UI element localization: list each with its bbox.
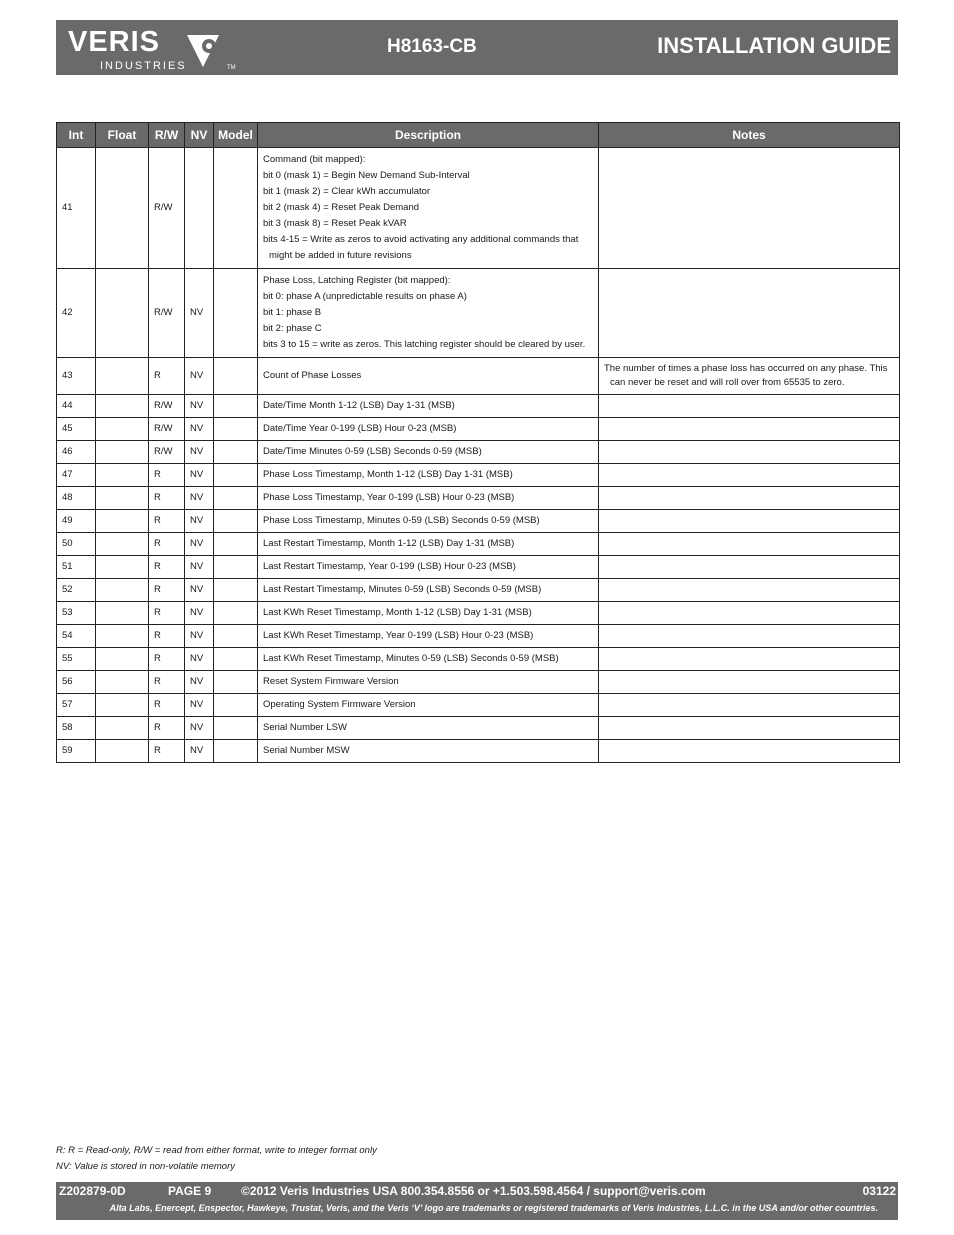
cell-description: Date/Time Minutes 0-59 (LSB) Seconds 0-59 (MSB) <box>258 441 599 464</box>
cell-nv: NV <box>185 358 214 395</box>
table-row <box>57 358 900 395</box>
cell-int: 49 <box>57 510 96 533</box>
table-row <box>57 671 900 694</box>
cell-rw: R/W <box>149 395 185 418</box>
cell-nv: NV <box>185 694 214 717</box>
description-line: bit 2: phase C <box>263 323 322 334</box>
table-row <box>57 269 900 358</box>
cell-nv: NV <box>185 579 214 602</box>
notes-line: The number of times a phase loss has occurred on any phase. This <box>604 363 888 374</box>
column-header-description: Description <box>258 123 599 148</box>
cell-float <box>96 464 149 487</box>
column-header-model: Model <box>214 123 258 148</box>
cell-float <box>96 148 149 269</box>
cell-rw: R/W <box>149 269 185 358</box>
cell-nv <box>185 148 214 269</box>
legend <box>56 1143 377 1175</box>
table-row <box>57 148 900 269</box>
cell-model <box>214 464 258 487</box>
logo-subtitle: INDUSTRIES <box>100 60 187 72</box>
register-table <box>56 122 900 763</box>
cell-rw: R <box>149 579 185 602</box>
cell-int: 55 <box>57 648 96 671</box>
cell-model <box>214 556 258 579</box>
cell-notes <box>599 441 900 464</box>
cell-rw: R <box>149 717 185 740</box>
cell-model <box>214 671 258 694</box>
cell-model <box>214 602 258 625</box>
cell-model <box>214 510 258 533</box>
column-header-nv: NV <box>185 123 214 148</box>
cell-int: 50 <box>57 533 96 556</box>
cell-float <box>96 510 149 533</box>
veris-v-icon <box>185 31 225 71</box>
cell-notes <box>599 717 900 740</box>
cell-notes <box>599 358 900 395</box>
cell-float <box>96 602 149 625</box>
cell-description: Last KWh Reset Timestamp, Month 1-12 (LSB) Day 1-31 (MSB) <box>258 602 599 625</box>
cell-model <box>214 694 258 717</box>
description-line: Phase Loss, Latching Register (bit mapped): <box>263 275 451 286</box>
table-row <box>57 740 900 763</box>
cell-notes <box>599 418 900 441</box>
page-number: PAGE 9 <box>168 1184 212 1198</box>
cell-description: Phase Loss Timestamp, Month 1-12 (LSB) Day 1-31 (MSB) <box>258 464 599 487</box>
cell-int: 46 <box>57 441 96 464</box>
cell-nv: NV <box>185 441 214 464</box>
cell-int: 41 <box>57 148 96 269</box>
cell-float <box>96 269 149 358</box>
description-line: Command (bit mapped): <box>263 154 366 165</box>
cell-float <box>96 556 149 579</box>
cell-rw: R <box>149 464 185 487</box>
veris-logo <box>68 26 238 72</box>
cell-description: Last Restart Timestamp, Year 0-199 (LSB) Hour 0-23 (MSB) <box>258 556 599 579</box>
cell-rw: R <box>149 487 185 510</box>
cell-int: 48 <box>57 487 96 510</box>
cell-notes <box>599 510 900 533</box>
cell-notes <box>599 694 900 717</box>
description-line: bits 4-15 = Write as zeros to avoid activating any additional commands that <box>263 234 579 245</box>
cell-rw: R <box>149 602 185 625</box>
cell-model <box>214 533 258 556</box>
cell-float <box>96 358 149 395</box>
cell-notes <box>599 487 900 510</box>
table-row <box>57 395 900 418</box>
cell-rw: R <box>149 694 185 717</box>
cell-model <box>214 717 258 740</box>
cell-int: 54 <box>57 625 96 648</box>
document-title: INSTALLATION GUIDE <box>657 33 891 58</box>
cell-float <box>96 487 149 510</box>
cell-int: 53 <box>57 602 96 625</box>
cell-float <box>96 418 149 441</box>
cell-float <box>96 625 149 648</box>
cell-float <box>96 740 149 763</box>
description-line: bit 1 (mask 2) = Clear kWh accumulator <box>263 186 431 197</box>
table-row <box>57 510 900 533</box>
table-row <box>57 441 900 464</box>
cell-description: Date/Time Month 1-12 (LSB) Day 1-31 (MSB) <box>258 395 599 418</box>
cell-notes <box>599 533 900 556</box>
footer-bar <box>56 1182 898 1220</box>
cell-int: 44 <box>57 395 96 418</box>
notes-line: can never be reset and will roll over from 65535 to zero. <box>610 377 845 388</box>
table-row <box>57 556 900 579</box>
cell-float <box>96 717 149 740</box>
cell-int: 42 <box>57 269 96 358</box>
description-line: bit 2 (mask 4) = Reset Peak Demand <box>263 202 420 213</box>
cell-nv: NV <box>185 740 214 763</box>
table-row <box>57 418 900 441</box>
cell-int: 47 <box>57 464 96 487</box>
column-header-notes: Notes <box>599 123 900 148</box>
table-row <box>57 464 900 487</box>
cell-model <box>214 148 258 269</box>
cell-int: 59 <box>57 740 96 763</box>
cell-nv: NV <box>185 510 214 533</box>
cell-nv: NV <box>185 717 214 740</box>
cell-notes <box>599 395 900 418</box>
cell-description: Count of Phase Losses <box>258 358 599 395</box>
description-line: bit 0: phase A (unpredictable results on phase A) <box>263 291 467 302</box>
cell-notes <box>599 602 900 625</box>
cell-description: Serial Number MSW <box>258 740 599 763</box>
cell-model <box>214 487 258 510</box>
cell-float <box>96 533 149 556</box>
cell-description: Phase Loss Timestamp, Minutes 0-59 (LSB) Seconds 0-59 (MSB) <box>258 510 599 533</box>
description-line: bit 1: phase B <box>263 307 322 318</box>
table-row <box>57 648 900 671</box>
table-row <box>57 579 900 602</box>
cell-description: Operating System Firmware Version <box>258 694 599 717</box>
cell-notes <box>599 648 900 671</box>
contact-info: ©2012 Veris Industries USA 800.354.8556 or +1.503.598.4564 / support@veris.com <box>241 1184 706 1198</box>
cell-rw: R <box>149 510 185 533</box>
cell-int: 51 <box>57 556 96 579</box>
cell-description: Reset System Firmware Version <box>258 671 599 694</box>
cell-description: Date/Time Year 0-199 (LSB) Hour 0-23 (MSB) <box>258 418 599 441</box>
cell-nv: NV <box>185 625 214 648</box>
cell-rw: R/W <box>149 418 185 441</box>
cell-description: Serial Number LSW <box>258 717 599 740</box>
logo-wordmark: VERIS <box>68 26 161 58</box>
cell-notes <box>599 148 900 269</box>
cell-rw: R/W <box>149 148 185 269</box>
cell-model <box>214 625 258 648</box>
cell-nv: NV <box>185 533 214 556</box>
cell-rw: R <box>149 740 185 763</box>
cell-model <box>214 740 258 763</box>
cell-rw: R <box>149 533 185 556</box>
cell-model <box>214 395 258 418</box>
cell-model <box>214 358 258 395</box>
cell-notes <box>599 671 900 694</box>
legend-nv: NV: Value is stored in non-volatile memory <box>56 1161 235 1172</box>
cell-nv: NV <box>185 269 214 358</box>
header-bar <box>56 20 898 75</box>
cell-nv: NV <box>185 418 214 441</box>
cell-model <box>214 418 258 441</box>
cell-model <box>214 648 258 671</box>
cell-int: 52 <box>57 579 96 602</box>
cell-nv: NV <box>185 602 214 625</box>
legend-rw: R: R = Read-only, R/W = read from either format, write to integer format only <box>56 1145 377 1156</box>
description-line: bit 0 (mask 1) = Begin New Demand Sub-Interval <box>263 170 470 181</box>
cell-notes <box>599 740 900 763</box>
cell-rw: R <box>149 556 185 579</box>
cell-rw: R <box>149 648 185 671</box>
cell-int: 58 <box>57 717 96 740</box>
table-row <box>57 602 900 625</box>
cell-notes <box>599 579 900 602</box>
cell-float <box>96 579 149 602</box>
column-header-rw: R/W <box>149 123 185 148</box>
cell-description: Phase Loss Timestamp, Year 0-199 (LSB) Hour 0-23 (MSB) <box>258 487 599 510</box>
cell-description <box>258 148 599 269</box>
cell-int: 57 <box>57 694 96 717</box>
column-header-float: Float <box>96 123 149 148</box>
trademark-notice: Alta Labs, Enercept, Enspector, Hawkeye, Trustat, Veris, and the Veris ‘V’ logo are trademarks or registered trademarks of Veris Industries, L.L.C. in the USA and/or other countries. <box>109 1203 878 1213</box>
cell-float <box>96 648 149 671</box>
table-header-row <box>57 123 900 148</box>
cell-int: 45 <box>57 418 96 441</box>
cell-rw: R <box>149 358 185 395</box>
model-number: H8163-CB <box>387 36 477 57</box>
cell-notes <box>599 625 900 648</box>
table-row <box>57 717 900 740</box>
column-header-int: Int <box>57 123 96 148</box>
description-line: might be added in future revisions <box>269 250 412 261</box>
cell-float <box>96 441 149 464</box>
trademark-mark: TM <box>227 65 236 71</box>
cell-description: Last Restart Timestamp, Month 1-12 (LSB) Day 1-31 (MSB) <box>258 533 599 556</box>
cell-model <box>214 269 258 358</box>
cell-notes <box>599 269 900 358</box>
table-row <box>57 625 900 648</box>
cell-description <box>258 269 599 358</box>
cell-description: Last Restart Timestamp, Minutes 0-59 (LSB) Seconds 0-59 (MSB) <box>258 579 599 602</box>
date-code: 03122 <box>862 1184 896 1198</box>
cell-nv: NV <box>185 487 214 510</box>
cell-float <box>96 671 149 694</box>
cell-nv: NV <box>185 671 214 694</box>
description-line: bit 3 (mask 8) = Reset Peak kVAR <box>263 218 407 229</box>
cell-rw: R <box>149 671 185 694</box>
cell-model <box>214 579 258 602</box>
cell-rw: R/W <box>149 441 185 464</box>
cell-int: 43 <box>57 358 96 395</box>
document-number: Z202879-0D <box>59 1184 126 1198</box>
cell-description: Last KWh Reset Timestamp, Minutes 0-59 (LSB) Seconds 0-59 (MSB) <box>258 648 599 671</box>
cell-nv: NV <box>185 395 214 418</box>
table-row <box>57 533 900 556</box>
cell-model <box>214 441 258 464</box>
description-line: bits 3 to 15 = write as zeros. This latching register should be cleared by user. <box>263 339 586 350</box>
table-row <box>57 487 900 510</box>
cell-int: 56 <box>57 671 96 694</box>
table-row <box>57 694 900 717</box>
cell-rw: R <box>149 625 185 648</box>
cell-float <box>96 694 149 717</box>
cell-nv: NV <box>185 556 214 579</box>
cell-float <box>96 395 149 418</box>
cell-nv: NV <box>185 648 214 671</box>
cell-nv: NV <box>185 464 214 487</box>
cell-notes <box>599 464 900 487</box>
cell-description: Last KWh Reset Timestamp, Year 0-199 (LSB) Hour 0-23 (MSB) <box>258 625 599 648</box>
cell-notes <box>599 556 900 579</box>
